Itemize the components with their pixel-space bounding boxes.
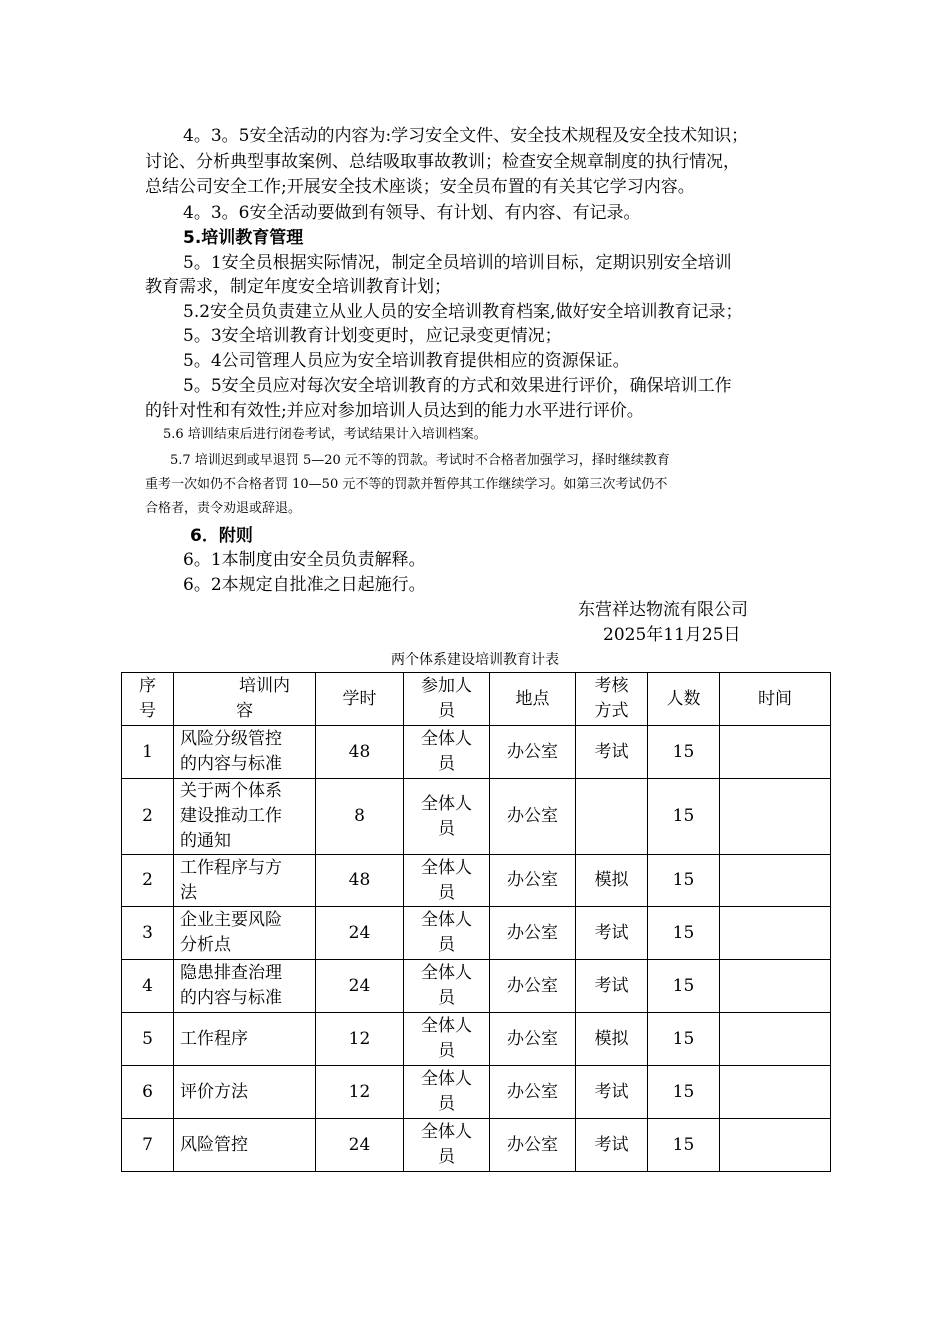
- cell-assessment: 考试: [576, 1066, 648, 1119]
- cell-participants: [404, 1013, 490, 1066]
- table-header-row: [122, 673, 831, 726]
- paragraph-line: 5。1安全员根据实际情况，制定全员培训的培训目标，定期识别安全培训: [183, 253, 732, 273]
- cell-content-line: 企业主要风险: [180, 910, 282, 930]
- cell-content: [174, 779, 316, 855]
- section-heading: 5.培训教育管理: [183, 228, 304, 248]
- cell-participants: [404, 907, 490, 960]
- table-row: [122, 726, 831, 779]
- cell-participants: [404, 960, 490, 1013]
- signature-date: 2025年11月25日: [603, 625, 741, 645]
- paragraph-line: 5。4公司管理人员应为安全培训教育提供相应的资源保证。: [183, 351, 630, 371]
- cell-content-line: 法: [180, 882, 197, 903]
- paragraph-line: 的针对性和有效性;并应对参加培训人员达到的能力水平进行评价。: [145, 401, 644, 421]
- cell-participants: [404, 779, 490, 855]
- cell-seq: 6: [122, 1066, 174, 1119]
- cell-content-line: 风险分级管控: [180, 729, 282, 749]
- cell-content: [174, 855, 316, 907]
- cell-location: 办公室: [490, 1119, 576, 1172]
- cell-count: 15: [648, 1013, 720, 1066]
- cell-seq: 4: [122, 960, 174, 1013]
- cell-count: 15: [648, 1119, 720, 1172]
- cell-time: [720, 1119, 831, 1172]
- paragraph-line: 重考一次如仍不合格者罚 10—50 元不等的罚款并暂停其工作继续学习。如第三次考试仍不: [145, 477, 668, 492]
- cell-content: [174, 907, 316, 960]
- cell-hours: 24: [316, 907, 404, 960]
- paragraph-line: 5.7 培训迟到或早退罚 5—20 元不等的罚款。考试时不合格者加强学习，择时继续教育: [170, 453, 670, 468]
- cell-content-line: 工作程序与方: [180, 857, 282, 878]
- header-assessment: 考核 方式: [576, 673, 648, 726]
- cell-seq: 1: [122, 726, 174, 779]
- cell-location: 办公室: [490, 1013, 576, 1066]
- header-content: 培训内 容: [174, 673, 316, 726]
- cell-content: [174, 960, 316, 1013]
- company-name: 东营祥达物流有限公司: [578, 600, 748, 620]
- cell-time: [720, 726, 831, 779]
- cell-content-line: 的内容与标准: [180, 754, 282, 774]
- cell-participants-line: 员: [438, 754, 455, 774]
- cell-location: 办公室: [490, 726, 576, 779]
- cell-participants: [404, 1066, 490, 1119]
- training-plan-table: [121, 672, 831, 1172]
- cell-participants-line: 全体人: [421, 963, 472, 983]
- cell-participants-line: 员: [438, 1041, 455, 1061]
- cell-content-line: 关于两个体系: [180, 781, 282, 801]
- cell-content: [174, 726, 316, 779]
- cell-hours: 48: [316, 855, 404, 907]
- paragraph-line: 5.6 培训结束后进行闭卷考试，考试结果计入培训档案。: [163, 427, 487, 442]
- cell-content-line: 的通知: [180, 831, 231, 851]
- table-row: [122, 1119, 831, 1172]
- paragraph-line: 总结公司安全工作;开展安全技术座谈；安全员布置的有关其它学习内容。: [145, 177, 695, 197]
- cell-participants-line: 全体人: [421, 1016, 472, 1036]
- cell-content-line: 评价方法: [180, 1081, 248, 1102]
- cell-participants-line: 员: [438, 988, 455, 1008]
- cell-time: [720, 1013, 831, 1066]
- cell-hours: 12: [316, 1013, 404, 1066]
- cell-participants: [404, 855, 490, 907]
- cell-participants-line: 员: [438, 1094, 455, 1114]
- cell-assessment: [576, 779, 648, 855]
- cell-hours: 48: [316, 726, 404, 779]
- cell-assessment: 模拟: [576, 1013, 648, 1066]
- cell-participants-line: 全体人: [421, 857, 472, 878]
- paragraph-line: 讨论、分析典型事故案例、总结吸取事故教训；检查安全规章制度的执行情况，: [145, 152, 740, 172]
- cell-participants: [404, 726, 490, 779]
- cell-seq: 5: [122, 1013, 174, 1066]
- header-location: 地点: [490, 673, 576, 726]
- paragraph-line: 4。3。6安全活动要做到有领导、有计划、有内容、有记录。: [183, 203, 641, 223]
- table-caption: 两个体系建设培训教育计表: [391, 652, 559, 668]
- cell-participants: [404, 1119, 490, 1172]
- header-seq: 序 号: [122, 673, 174, 726]
- cell-count: 15: [648, 1066, 720, 1119]
- cell-count: 15: [648, 907, 720, 960]
- cell-assessment: 考试: [576, 960, 648, 1013]
- table-row: [122, 1066, 831, 1119]
- cell-seq: 3: [122, 907, 174, 960]
- cell-time: [720, 779, 831, 855]
- cell-location: 办公室: [490, 907, 576, 960]
- cell-location: 办公室: [490, 1066, 576, 1119]
- cell-participants-line: 全体人: [421, 1122, 472, 1142]
- paragraph-line: 5。5安全员应对每次安全培训教育的方式和效果进行评价，确保培训工作: [183, 376, 732, 396]
- paragraph-line: 合格者，责令劝退或辞退。: [145, 501, 302, 516]
- cell-content-line: 建设推动工作: [180, 806, 282, 826]
- cell-seq: 2: [122, 779, 174, 855]
- cell-count: 15: [648, 960, 720, 1013]
- header-participants: 参加人 员: [404, 673, 490, 726]
- paragraph-line: 6。2本规定自批准之日起施行。: [183, 575, 426, 595]
- cell-content: [174, 1119, 316, 1172]
- cell-assessment: 模拟: [576, 855, 648, 907]
- cell-location: 办公室: [490, 779, 576, 855]
- table-row: [122, 907, 831, 960]
- cell-participants-line: 员: [438, 935, 455, 955]
- cell-time: [720, 1066, 831, 1119]
- paragraph-line: 4。3。5安全活动的内容为:学习安全文件、安全技术规程及安全技术知识；: [183, 126, 749, 146]
- cell-content-line: 隐患排查治理: [180, 963, 282, 983]
- cell-assessment: 考试: [576, 1119, 648, 1172]
- cell-content-line: 风险管控: [180, 1134, 248, 1155]
- table-row: [122, 779, 831, 855]
- cell-count: 15: [648, 855, 720, 907]
- paragraph-line: 5。3安全培训教育计划变更时，应记录变更情况；: [183, 326, 562, 346]
- paragraph-line: 教育需求，制定年度安全培训教育计划；: [145, 277, 451, 297]
- header-hours: 学时: [316, 673, 404, 726]
- cell-location: 办公室: [490, 960, 576, 1013]
- cell-participants-line: 员: [438, 1147, 455, 1167]
- cell-hours: 12: [316, 1066, 404, 1119]
- cell-hours: 24: [316, 960, 404, 1013]
- cell-content-line: 分析点: [180, 935, 231, 955]
- cell-hours: 24: [316, 1119, 404, 1172]
- cell-assessment: 考试: [576, 907, 648, 960]
- cell-count: 15: [648, 726, 720, 779]
- cell-seq: 2: [122, 855, 174, 907]
- cell-seq: 7: [122, 1119, 174, 1172]
- cell-location: 办公室: [490, 855, 576, 907]
- table-row: [122, 960, 831, 1013]
- table-body: [122, 726, 831, 1172]
- cell-time: [720, 855, 831, 907]
- cell-participants-line: 员: [438, 818, 455, 839]
- cell-participants-line: 员: [438, 882, 455, 903]
- cell-content-line: 工作程序: [180, 1028, 248, 1049]
- cell-content-line: 的内容与标准: [180, 988, 282, 1008]
- cell-participants-line: 全体人: [421, 1069, 472, 1089]
- table-row: [122, 1013, 831, 1066]
- cell-time: [720, 907, 831, 960]
- paragraph-line: 6。1本制度由安全员负责解释。: [183, 550, 426, 570]
- cell-content: [174, 1013, 316, 1066]
- cell-participants-line: 全体人: [421, 729, 472, 749]
- cell-participants-line: 全体人: [421, 910, 472, 930]
- paragraph-line: 5.2安全员负责建立从业人员的安全培训教育档案,做好安全培训教育记录；: [183, 302, 743, 322]
- cell-hours: 8: [316, 779, 404, 855]
- section-heading: 6．附则: [190, 526, 253, 546]
- cell-assessment: 考试: [576, 726, 648, 779]
- cell-count: 15: [648, 779, 720, 855]
- header-time: 时间: [720, 673, 831, 726]
- header-count: 人数: [648, 673, 720, 726]
- cell-content: [174, 1066, 316, 1119]
- cell-time: [720, 960, 831, 1013]
- cell-participants-line: 全体人: [421, 793, 472, 814]
- table-row: [122, 855, 831, 907]
